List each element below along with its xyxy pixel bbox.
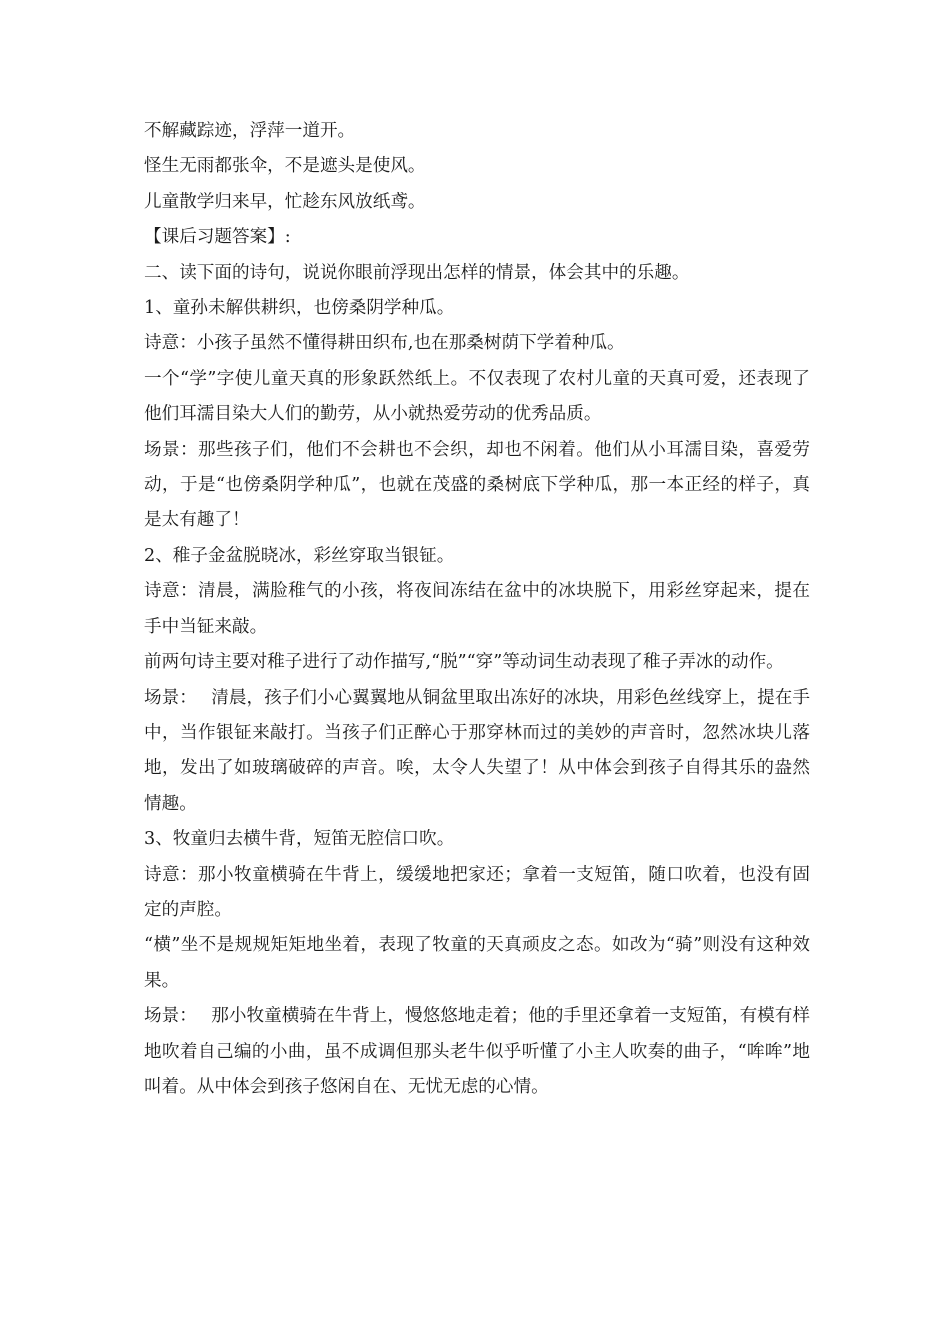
- verse-analysis: “横”坐不是规规矩矩地坐着，表现了牧童的天真顽皮之态。如改为“骑”则没有这种效果。: [144, 935, 810, 991]
- poem-line: 儿童散学归来早，忙趁东风放纸鸢。: [144, 191, 426, 212]
- poem-line: 怪生无雨都张伞，不是遮头是使风。: [144, 156, 426, 177]
- document-body: [144, 114, 810, 1105]
- verse-meaning: 诗意：那小牧童横骑在牛背上，缓缓地把家还；拿着一支短笛，随口吹着，也没有固定的声腔。: [144, 864, 810, 920]
- verse-analysis: 一个“学”字使儿童天真的形象跃然纸上。不仅表现了农村儿童的天真可爱，还表现了他们耳濡目染大人们的勤劳，从小就热爱劳动的优秀品质。: [144, 368, 810, 425]
- verse-scene: 场景： 清晨，孩子们小心翼翼地从铜盆里取出冻好的冰块，用彩色丝线穿上，提在手中，当作银钲来敲打。当孩子们正醉心于那穿林而过的美妙的声音时，忽然冰块儿落地，发出了如玻璃破碎的声音。唉，太令人失望了！从中体会到孩子自得其乐的盎然情趣。: [144, 687, 810, 814]
- exercise-question: 二、读下面的诗句，说说你眼前浮现出怎样的情景，体会其中的乐趣。: [144, 262, 690, 283]
- verse-analysis: 前两句诗主要对稚子进行了动作描写,“脱”“穿”等动词生动表现了稚子弄冰的动作。: [144, 652, 784, 673]
- section-heading: 【课后习题答案】:: [144, 227, 291, 248]
- verse-item: 3、牧童归去横牛背，短笛无腔信口吹。: [144, 829, 455, 850]
- verse-item: 2、稚子金盆脱晓冰，彩丝穿取当银钲。: [144, 545, 455, 566]
- verse-scene: 场景：那些孩子们，他们不会耕也不会织，却也不闲着。他们从小耳濡目染，喜爱劳动，于是“也傍桑阴学种瓜”，也就在茂盛的桑树底下学种瓜，那一本正经的样子，真是太有趣了！: [144, 439, 810, 531]
- verse-meaning: 诗意：小孩子虽然不懂得耕田织布,也在那桑树荫下学着种瓜。: [144, 333, 625, 354]
- verse-meaning: 诗意：清晨，满脸稚气的小孩，将夜间冻结在盆中的冰块脱下，用彩丝穿起来，提在手中当钲来敲。: [144, 581, 810, 637]
- poem-line: 不解藏踪迹，浮萍一道开。: [144, 121, 356, 141]
- verse-item: 1、童孙未解供耕织，也傍桑阴学种瓜。: [144, 298, 455, 319]
- verse-scene: 场景： 那小牧童横骑在牛背上，慢悠悠地走着；他的手里还拿着一支短笛，有模有样地吹着自己编的小曲，虽不成调但那头老牛似乎听懂了小主人吹奏的曲子，“哞哞”地叫着。从中体会到孩子悠闲自在、无忧无虑的心情。: [144, 1006, 810, 1097]
